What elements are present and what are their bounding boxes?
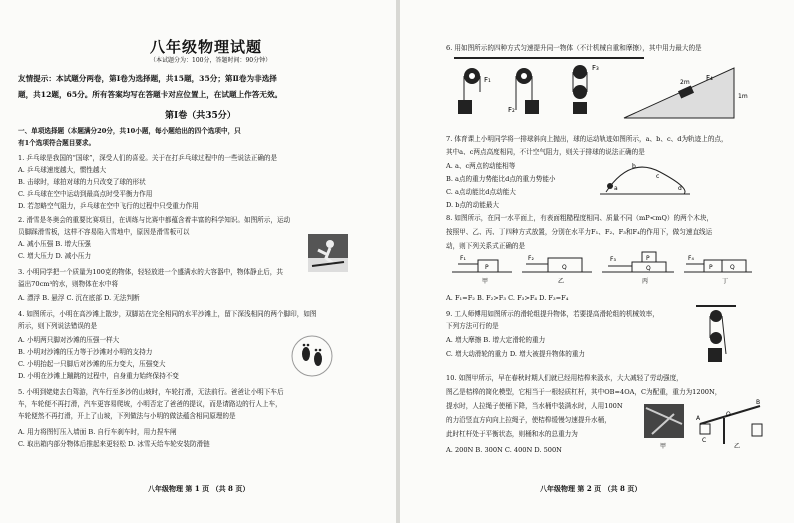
lever-label-b: B	[756, 399, 761, 406]
question-line: 8. 如图所示，在同一水平面上，有表面粗糙程度相同、质量不同（mP<mQ）的两个木块，	[446, 214, 714, 222]
lever-label-yi: 乙	[734, 443, 741, 450]
block-label-f4: F₄	[688, 255, 694, 262]
question-line: C. 乒乓球在空中运动到最高点时受平衡力作用	[18, 190, 153, 198]
question-line: 员脚踩滑雪板，这样不容易陷入雪地中，原因是滑雪板可以	[18, 228, 190, 236]
block-label-f2: F₂	[528, 255, 534, 262]
tip-line-1: 友情提示：本试题分两卷，第Ⅰ卷为选择题，共15题，35分；第Ⅱ卷为非选择	[18, 74, 277, 83]
question-line: 一、单项选择题（本题满分20分，共10小题，每小题给出的四个选项中，只	[18, 127, 241, 135]
trajectory-label-a: a	[614, 185, 618, 192]
question-line: 7. 体育课上小明同学将一排球斜向上抛出，球的运动轨迹如图所示，a、b、c、d为轨迹上的点，	[446, 135, 728, 143]
question-line: 有1个选项符合题目要求。	[18, 139, 96, 147]
block-label-jia: 甲	[482, 278, 489, 285]
block-label-f3: F₃	[610, 256, 616, 263]
question-line: C. 取出箱内部分物体后推起来更轻松 D. 冰雪天给车轮安装防滑链	[18, 440, 210, 448]
question-line: C. a点动能比d点动能大	[446, 188, 516, 196]
question-line: A. 增大摩擦 B. 增大定滑轮的重力	[446, 336, 546, 344]
question-line: D. 小明在沙滩上蹦跳的过程中，自身重力始终保持不变	[18, 372, 179, 380]
question-line: C. 增大压力 D. 减小压力	[18, 252, 92, 260]
question-line: 1. 乒乓球是我国的“国球”，深受人们的喜爱。关于在打乒乓球过程中的一些说法正确的是	[18, 154, 278, 162]
block-label-p1: P	[485, 264, 489, 271]
question-line: 按照甲、乙、丙、丁四种方式放置，分别在水平力F₁、F₂、F₃和F₄的作用下，做匀速直线运	[446, 228, 713, 236]
question-line: B. 击球时，球拍对球的力只改变了球的形状	[18, 178, 146, 186]
exam-subtitle: （本试题分为：100分，答题时间：90分钟）	[150, 57, 272, 64]
question-line: A. 小明两只脚对沙滩的压强一样大	[18, 336, 120, 344]
trajectory-label-d: d	[678, 185, 682, 192]
question-line: 此时杠杆处于平衡状态，则桶和水的总重力为	[446, 430, 578, 438]
block-label-q3: Q	[646, 265, 651, 272]
section-title: 第Ⅰ卷（共35分）	[165, 111, 236, 121]
question-line: A. a、c两点的动能相等	[446, 162, 516, 170]
lever-figure	[644, 394, 764, 450]
pulley-label-2m: 2m	[680, 79, 690, 86]
lever-label-c: C	[702, 437, 707, 444]
pulley-label-1m: 1m	[738, 93, 748, 100]
pulley-block-figure	[696, 304, 736, 366]
question-line: 6. 用如图所示的四种方式匀速提升同一物体（不计机械自重和摩擦），其中用力最大的是	[446, 44, 702, 52]
trajectory-figure	[600, 160, 690, 198]
footprint-figure	[290, 334, 334, 378]
question-line: 9. 工人师傅用如图所示的滑轮组提升物体，若要提高滑轮组的机械效率，	[446, 310, 659, 318]
page-footer-2: 八年级物理 第 2 页 （共 8 页）	[540, 484, 642, 493]
question-line: A. F₁=F₂ B. F₂>F₃ C. F₃>F₄ D. F₃=F₄	[446, 294, 569, 302]
question-line: 其中a、c两点高度相同，不计空气阻力，则关于排球的说法正确的是	[446, 148, 645, 156]
blocks-figure	[452, 250, 752, 286]
block-label-p4: P	[709, 264, 713, 271]
block-label-bing: 丙	[642, 278, 649, 285]
question-line: 车轮便然不再打滑，开上了山坡，下列做法与小明的做法蕴含相同原理的是	[18, 412, 236, 420]
pulley-figure	[454, 56, 754, 120]
pulley-label-f3: F₃	[592, 64, 599, 72]
block-label-f1: F₁	[460, 255, 466, 262]
lever-label-a: A	[696, 415, 701, 422]
block-label-ding: 丁	[722, 278, 729, 285]
trajectory-label-b: b	[632, 163, 636, 170]
question-line: C. 增大动滑轮的重力 D. 增大被提升物体的重力	[446, 350, 586, 358]
question-line: 4. 如图所示，小明在高沙滩上散步，双脚站在完全相同的水平沙滩上，留下深浅相同的两个脚印，如图	[18, 310, 317, 318]
question-line: 溢出70cm³的水，则物体在水中将	[18, 280, 119, 288]
lever-label-o: O	[726, 411, 731, 418]
block-label-q4: Q	[730, 264, 735, 271]
question-line: 提水时，人拉绳子使桶下降，当水桶中装满水时，人用100N	[446, 402, 623, 410]
question-line: 所示，则下列说法错误的是	[18, 322, 98, 330]
question-line: 下列方法可行的是	[446, 322, 499, 330]
question-line: A. 减小压强 B. 增大压强	[18, 240, 91, 248]
block-label-q2: Q	[562, 264, 567, 271]
question-line: A. 乒乓球速度越大，惯性越大	[18, 166, 107, 174]
block-label-p3: P	[646, 255, 650, 262]
question-line: 图乙是桔槔的简化模型，它相当于一根轻质杠杆，其中OB=4OA，C为配重，重力为1200N，	[446, 388, 722, 396]
question-line: 车，车轮便不再打滑，汽车更容易爬坡，小明否定了爸爸的提议，而是请路边的行人上车，	[18, 400, 282, 408]
question-line: 5. 小明到姥姥去白驾游，汽车行至多沙的山坡时，车轮打滑，无法前行。爸爸让小明下车后	[18, 388, 284, 396]
lever-label-jia: 甲	[660, 443, 667, 450]
question-line: A. 用力将图钉压入墙面 B. 自行车刹车时，用力捏车闸	[18, 428, 177, 436]
pulley-label-f2: F₂	[508, 106, 515, 114]
tip-line-2: 题，共12题，65分。所有答案均写在答题卡对应位置上，在试题上作答无效。	[18, 90, 283, 99]
question-line: B. a点的重力势能比d点的重力势能小	[446, 175, 556, 183]
exam-page-1	[0, 0, 396, 523]
question-line: D. b点的动能最大	[446, 201, 500, 209]
question-line: 2. 滑雪是冬奥会的重要比赛项目，在训练与比赛中都蕴含着丰富的科学知识。如图所示，运动	[18, 216, 291, 224]
page-footer-1: 八年级物理 第 1 页 （共 8 页）	[148, 484, 250, 493]
question-line: B. 小明对沙滩的压力等于沙滩对小明的支持力	[18, 348, 153, 356]
pulley-label-f1: F₁	[484, 76, 491, 84]
question-line: A. 200N B. 300N C. 400N D. 500N	[446, 446, 562, 454]
question-line: A. 漂浮 B. 悬浮 C. 沉在底部 D. 无法判断	[18, 294, 140, 302]
page-title: 八年级物理试题	[150, 38, 263, 56]
question-line: C. 小明抬起一只脚后对沙滩的压力变大，压强变大	[18, 360, 166, 368]
question-line: D. 若忽略空气阻力，乒乓球在空中飞行的过程中只受重力作用	[18, 202, 199, 210]
question-line: 动，则下列关系式正确的是	[446, 242, 526, 250]
block-label-yi: 乙	[558, 278, 565, 285]
question-line: 的力沿竖直方向向上拉绳子，使桔槔缓慢匀速提升水桶，	[446, 416, 611, 424]
pulley-label-f4: F₄	[706, 74, 713, 82]
exam-page-2	[400, 0, 794, 523]
question-line: 10. 如图甲所示，早在春秋时期人们就已经用桔槔来汲水，大大减轻了劳动强度，	[446, 374, 683, 382]
trajectory-label-c: c	[656, 173, 660, 180]
question-line: 3. 小明同学把一个质量为100克的物体，轻轻放进一个盛满水的大容器中，物体静止后，共	[18, 268, 283, 276]
skier-figure	[308, 234, 348, 272]
